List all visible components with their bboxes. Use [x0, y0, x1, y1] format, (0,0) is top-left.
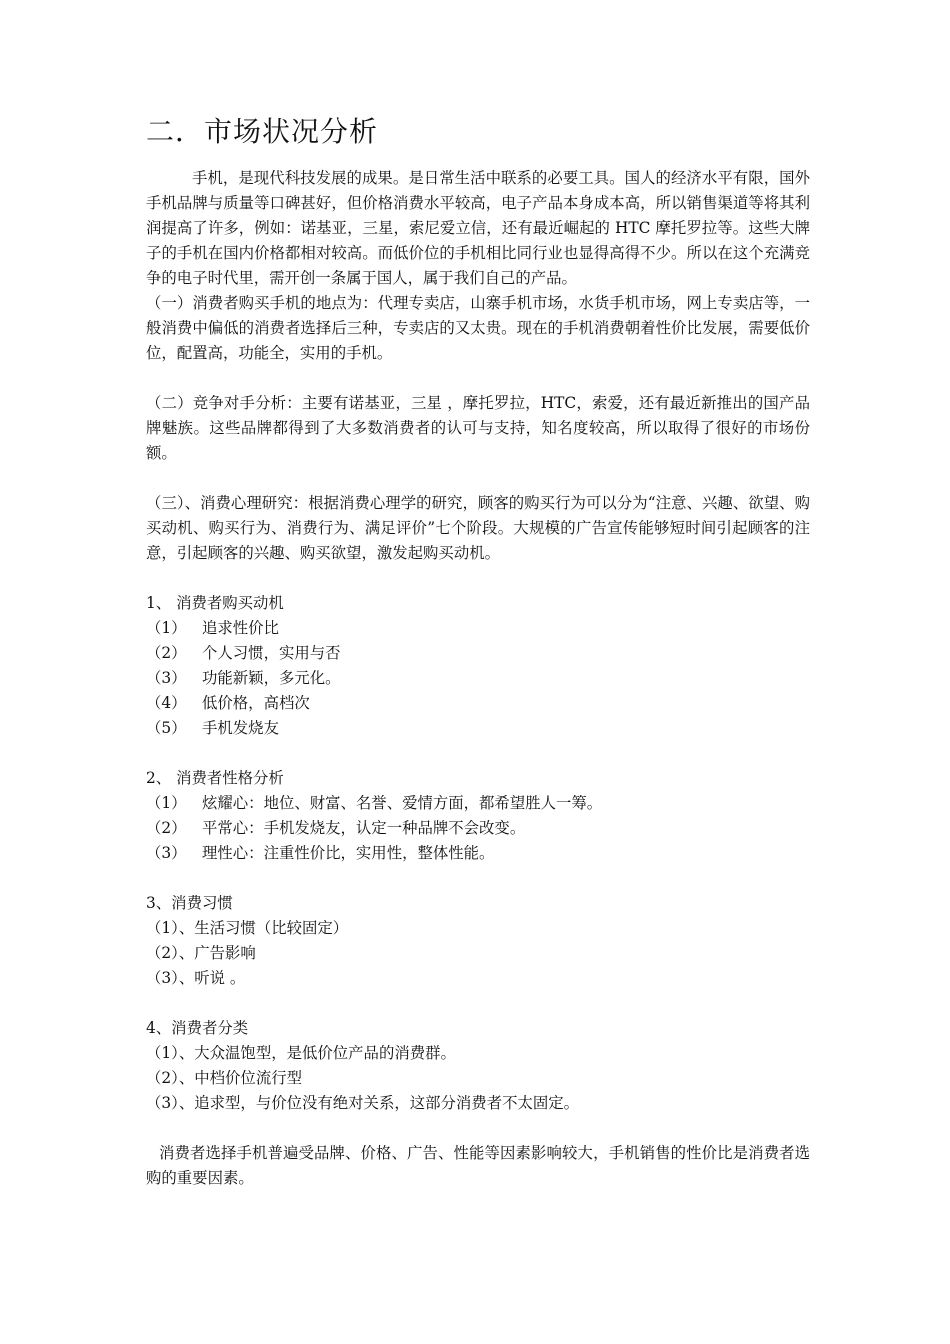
conclusion-paragraph: 消费者选择手机普遍受品牌、价格、广告、性能等因素影响较大，手机销售的性价比是消费者选购的重要因素。 — [146, 1144, 810, 1187]
item-number: （2） — [146, 819, 187, 837]
section-title: 二．市场状况分析 — [146, 115, 379, 148]
item-text: 炫耀心：地位、财富、名誉、爱情方面，都希望胜人一筹。 — [202, 794, 603, 812]
item-number: （4） — [146, 694, 187, 712]
purchase-motive-list — [146, 591, 810, 741]
list-item: （2）、中档价位流行型 — [146, 1069, 302, 1087]
list-item — [146, 841, 810, 866]
section-3-paragraph: （三）、消费心理研究：根据消费心理学的研究，顾客的购买行为可以分为“注意、兴趣、欲望、购买动机、购买行为、消费行为、满足评价”七个阶段。大规模的广告宣传能够短时间引起顾客的注意，引起顾客的兴趣、购买欲望，激发起购买动机。 — [146, 494, 810, 562]
list-item: （3）、听说 。 — [146, 969, 246, 987]
document-body — [146, 166, 810, 1191]
item-text: 功能新颖，多元化。 — [202, 669, 341, 687]
list-item: （2）、广告影响 — [146, 944, 256, 962]
list-item — [146, 716, 810, 741]
list-item — [146, 666, 810, 691]
item-number: （3） — [146, 669, 187, 687]
item-text: 平常心：手机发烧友，认定一种品牌不会改变。 — [202, 819, 526, 837]
list-item: （3）、追求型，与价位没有绝对关系，这部分消费者不太固定。 — [146, 1094, 580, 1112]
item-text: 追求性价比 — [202, 619, 279, 637]
list-heading: 1、 消费者购买动机 — [146, 594, 284, 612]
item-number: （5） — [146, 719, 187, 737]
list-heading: 4、消费者分类 — [146, 1019, 249, 1037]
item-text: 个人习惯，实用与否 — [202, 644, 341, 662]
list-heading: 2、 消费者性格分析 — [146, 769, 284, 787]
item-number: （1） — [146, 794, 187, 812]
intro-paragraph: 手机，是现代科技发展的成果。是日常生活中联系的必要工具。国人的经济水平有限，国外手机品牌与质量等口碑甚好，但价格消费水平较高，电子产品本身成本高，所以销售渠道等将其利润提高了许多，例如：诺基亚，三星，索尼爱立信，还有最近崛起的 HTC 摩托罗拉等。这些大牌子的手机在国内价格都相对较高。而低价位的手机相比同行业也显得高得不少。所以在这个充满竞争的电子时代里，需开创一条属于国人，属于我们自己的产品。 — [146, 169, 810, 287]
item-text: 理性心：注重性价比，实用性，整体性能。 — [202, 844, 495, 862]
section-2-paragraph: （二）竞争对手分析：主要有诺基亚，三星 ，摩托罗拉，HTC，索爱，还有最近新推出的国产品牌魅族。这些品牌都得到了大多数消费者的认可与支持，知名度较高，所以取得了很好的市场份额。 — [146, 394, 810, 462]
item-number: （3） — [146, 844, 187, 862]
section-1-paragraph: （一）消费者购买手机的地点为：代理专卖店，山寨手机市场，水货手机市场，网上专卖店等，一般消费中偏低的消费者选择后三种，专卖店的又太贵。现在的手机消费朝着性价比发展，需要低价位，配置高，功能全，实用的手机。 — [146, 294, 810, 362]
consumption-habit-list — [146, 891, 810, 991]
list-item: （1）、生活习惯（比较固定） — [146, 919, 349, 937]
list-heading: 3、消费习惯 — [146, 894, 233, 912]
item-number: （1） — [146, 619, 187, 637]
item-text: 低价格，高档次 — [202, 694, 310, 712]
list-item — [146, 816, 810, 841]
list-item: （1）、大众温饱型，是低价位产品的消费群。 — [146, 1044, 456, 1062]
item-text: 手机发烧友 — [202, 719, 279, 737]
list-item — [146, 641, 810, 666]
consumer-category-list — [146, 1016, 810, 1116]
list-item — [146, 616, 810, 641]
list-item — [146, 691, 810, 716]
item-number: （2） — [146, 644, 187, 662]
list-item — [146, 791, 810, 816]
personality-list — [146, 766, 810, 866]
